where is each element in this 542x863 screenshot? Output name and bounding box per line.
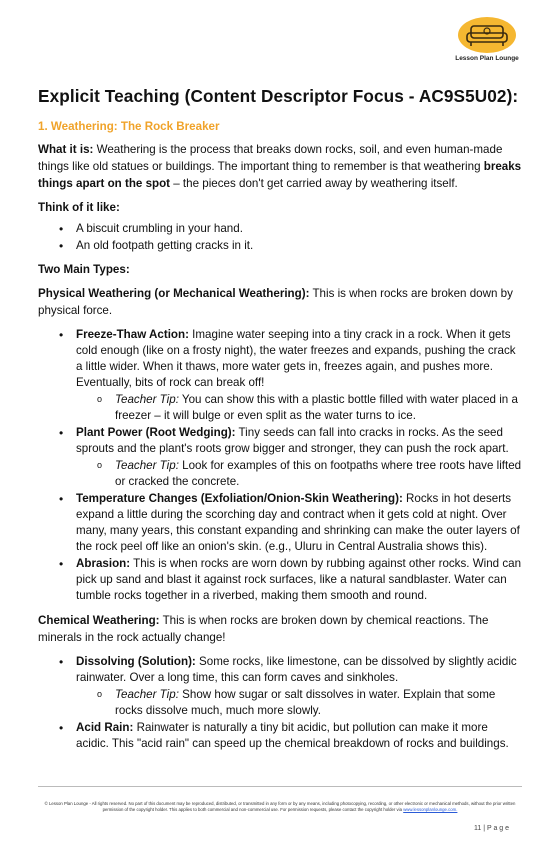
physical-paragraph	[38, 285, 522, 319]
footer-link[interactable]: www.lessonplanlounge.com.	[403, 807, 458, 812]
teacher-tip: o Teacher Tip: Show how sugar or salt dissolves in water. Explain that some rocks dissolve much, much more slowly.	[115, 687, 522, 719]
page-number: 11 | P a g e	[474, 825, 510, 832]
couch-icon	[457, 16, 517, 54]
list-item: • Dissolving (Solution): Some rocks, like limestone, can be dissolved by slightly acidic rainwater. Over a long time, this can form caves and sinkholes. o Teacher Tip: Show how sugar or salt dissolves in water. Explain that some rocks dissolve much, much more slowly.	[76, 654, 522, 719]
teacher-tip: o Teacher Tip: You can show this with a plastic bottle filled with water placed in a freezer – it will bulge or even split as the water turns to ice.	[115, 392, 522, 424]
list-item: • An old footpath getting cracks in it.	[76, 238, 522, 254]
list-item: • Temperature Changes (Exfoliation/Onion-Skin Weathering): Rocks in hot deserts expand a little during the scorching day and contract when it gets cold at night. Over many, many years, this constant expanding and shrinking can make the outer layers of the rock peel off like an onion's skin. (e.g., Uluru in Central Australia shows this).	[76, 491, 522, 555]
list-item: • Acid Rain: Rainwater is naturally a tiny bit acidic, but pollution can make it more acidic. This "acid rain" can speed up the chemical breakdown of rocks and buildings.	[76, 720, 522, 752]
list-item: • A biscuit crumbling in your hand.	[76, 221, 522, 237]
what-it-is-text1: Weathering is the process that breaks down rocks, soil, and even human-made things like old statues or buildings. The important thing to remember is that weathering	[38, 143, 503, 173]
footer-text: © Lesson Plan Lounge - All rights reserved. No part of this document may be reproduced, distributed, or transmitted in any form or by any means, including photocopying, recording, or other electronic or mechanical methods, without the prior written permission of the copyright holder. This applies to both commercial and non-commercial use. For permission requests, please contact the copyright holder via	[44, 801, 516, 812]
teacher-tip: o Teacher Tip: Look for examples of this on footpaths where tree roots have lifted or cracked the concrete.	[115, 458, 522, 490]
physical-list	[38, 327, 522, 604]
chemical-label: Chemical Weathering:	[38, 614, 160, 627]
physical-label: Physical Weathering (or Mechanical Weathering):	[38, 287, 310, 300]
tip-list	[76, 687, 522, 719]
physical-text: This is when rocks are broken down by physical force.	[38, 287, 513, 317]
section-title: 1. Weathering: The Rock Breaker	[38, 120, 220, 133]
think-list	[38, 221, 522, 254]
tip-list	[76, 392, 522, 424]
page-title: Explicit Teaching (Content Descriptor Focus - AC9S5U02):	[38, 86, 519, 106]
chemical-paragraph	[38, 612, 522, 646]
think-label: Think of it like:	[38, 201, 120, 214]
what-it-is-text2: – the pieces don't get carried away by weathering itself.	[170, 177, 458, 190]
two-types-label: Two Main Types:	[38, 263, 130, 276]
what-it-is-bold: breaks things apart on the spot	[38, 160, 522, 190]
logo-text: Lesson Plan Lounge	[455, 55, 519, 62]
page-content	[38, 86, 522, 753]
chemical-text: This is when rocks are broken down by chemical reactions. The minerals in the rock actually change!	[38, 614, 489, 644]
what-it-is-label: What it is:	[38, 143, 94, 156]
chemical-list	[38, 654, 522, 752]
list-item: • Abrasion: This is when rocks are worn down by rubbing against other rocks. Wind can pick up sand and blast it against rock surfaces, like a natural sandblaster. Water can tumble rocks together in a riverbed, making them smooth and round.	[76, 556, 522, 604]
brand-logo	[452, 16, 522, 62]
list-item: • Freeze-Thaw Action: Imagine water seeping into a tiny crack in a rock. When it gets cold enough (like on a frosty night), the water freezes and expands, pushing the crack a little wider. When it thaws, more water gets in, freezes again, and pushes more. Eventually, bits of rock can break off! o Teacher Tip: You can show this with a plastic bottle filled with water placed in a freezer – it will bulge or even split as the water turns to ice.	[76, 327, 522, 424]
what-it-is-paragraph	[38, 141, 522, 192]
list-item: • Plant Power (Root Wedging): Tiny seeds can fall into cracks in rocks. As the seed sprouts and the plant's roots grow bigger and stronger, they can push the rock apart. o Teacher Tip: Look for examples of this on footpaths where tree roots have lifted or cracked the concrete.	[76, 425, 522, 490]
tip-list	[76, 458, 522, 490]
footer	[38, 786, 522, 813]
